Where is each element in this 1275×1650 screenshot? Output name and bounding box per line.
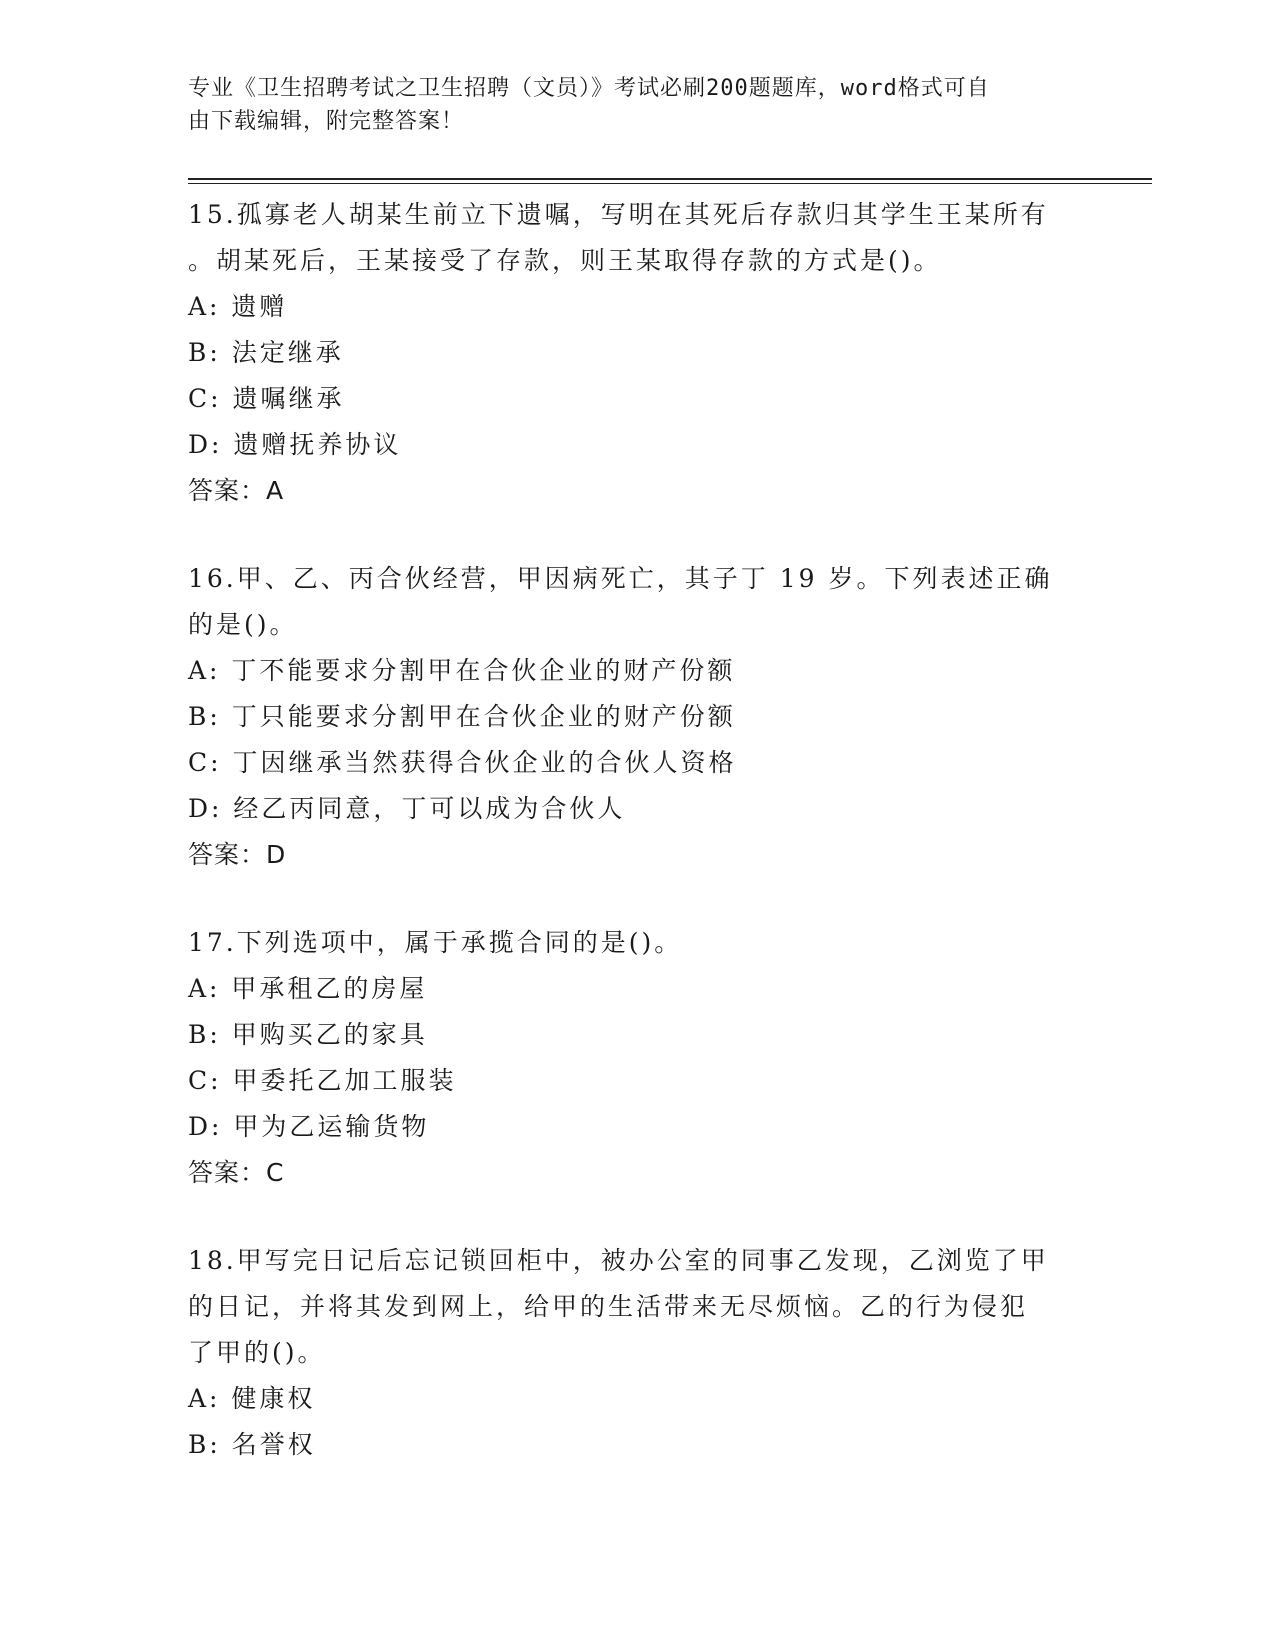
stem-line: 16.甲、乙、丙合伙经营，甲因病死亡，其子丁 19 岁。下列表述正确 — [188, 564, 1053, 593]
answer-line: 答案：C — [188, 1158, 285, 1187]
stem-line: 的日记，并将其发到网上，给甲的生活带来无尽烦恼。乙的行为侵犯 — [188, 1292, 1029, 1321]
option-c: C: 遗嘱继承 — [188, 384, 345, 413]
spacer — [188, 514, 1088, 556]
option-d: D: 甲为乙运输货物 — [188, 1112, 430, 1141]
option-d: D: 遗赠抚养协议 — [188, 430, 402, 459]
option-a: A: 健康权 — [188, 1384, 316, 1413]
stem-line: 17.下列选项中，属于承揽合同的是()。 — [188, 928, 683, 957]
document-header — [188, 72, 1068, 138]
option-c: C: 甲委托乙加工服装 — [188, 1066, 457, 1095]
question-stem — [188, 1238, 1088, 1376]
header-rule-thin — [188, 183, 1152, 184]
question-list — [188, 192, 1088, 1468]
answer-line: 答案：A — [188, 476, 285, 505]
option-b: B: 甲购买乙的家具 — [188, 1020, 428, 1049]
question-stem — [188, 192, 1088, 284]
header-line: 专业《卫生招聘考试之卫生招聘（文员）》考试必刷200题题库，word格式可自 — [188, 76, 990, 101]
spacer — [188, 1196, 1088, 1238]
option-a: A: 丁不能要求分割甲在合伙企业的财产份额 — [188, 656, 736, 685]
question-stem — [188, 556, 1088, 648]
option-d: D: 经乙丙同意，丁可以成为合伙人 — [188, 794, 626, 823]
option-c: C: 丁因继承当然获得合伙企业的合伙人资格 — [188, 748, 737, 777]
question-stem — [188, 920, 1088, 966]
option-a: A: 遗赠 — [188, 292, 288, 321]
question-15 — [188, 192, 1088, 514]
spacer — [188, 878, 1088, 920]
stem-line: 的是()。 — [188, 610, 298, 639]
option-b: B: 法定继承 — [188, 338, 344, 367]
header-line: 由下载编辑，附完整答案！ — [188, 109, 465, 134]
option-a: A: 甲承租乙的房屋 — [188, 974, 428, 1003]
header-rule-thick — [188, 178, 1152, 180]
stem-line: 15.孤寡老人胡某生前立下遗嘱，写明在其死后存款归其学生王某所有 — [188, 200, 1049, 229]
answer-line: 答案：D — [188, 840, 287, 869]
option-b: B: 丁只能要求分割甲在合伙企业的财产份额 — [188, 702, 736, 731]
stem-line: 18.甲写完日记后忘记锁回柜中，被办公室的同事乙发现，乙浏览了甲 — [188, 1246, 1049, 1275]
stem-line: 。胡某死后，王某接受了存款，则王某取得存款的方式是()。 — [188, 246, 942, 275]
stem-line: 了甲的()。 — [188, 1338, 326, 1367]
question-18 — [188, 1238, 1088, 1468]
option-b: B: 名誉权 — [188, 1430, 316, 1459]
question-16 — [188, 556, 1088, 878]
question-17 — [188, 920, 1088, 1196]
